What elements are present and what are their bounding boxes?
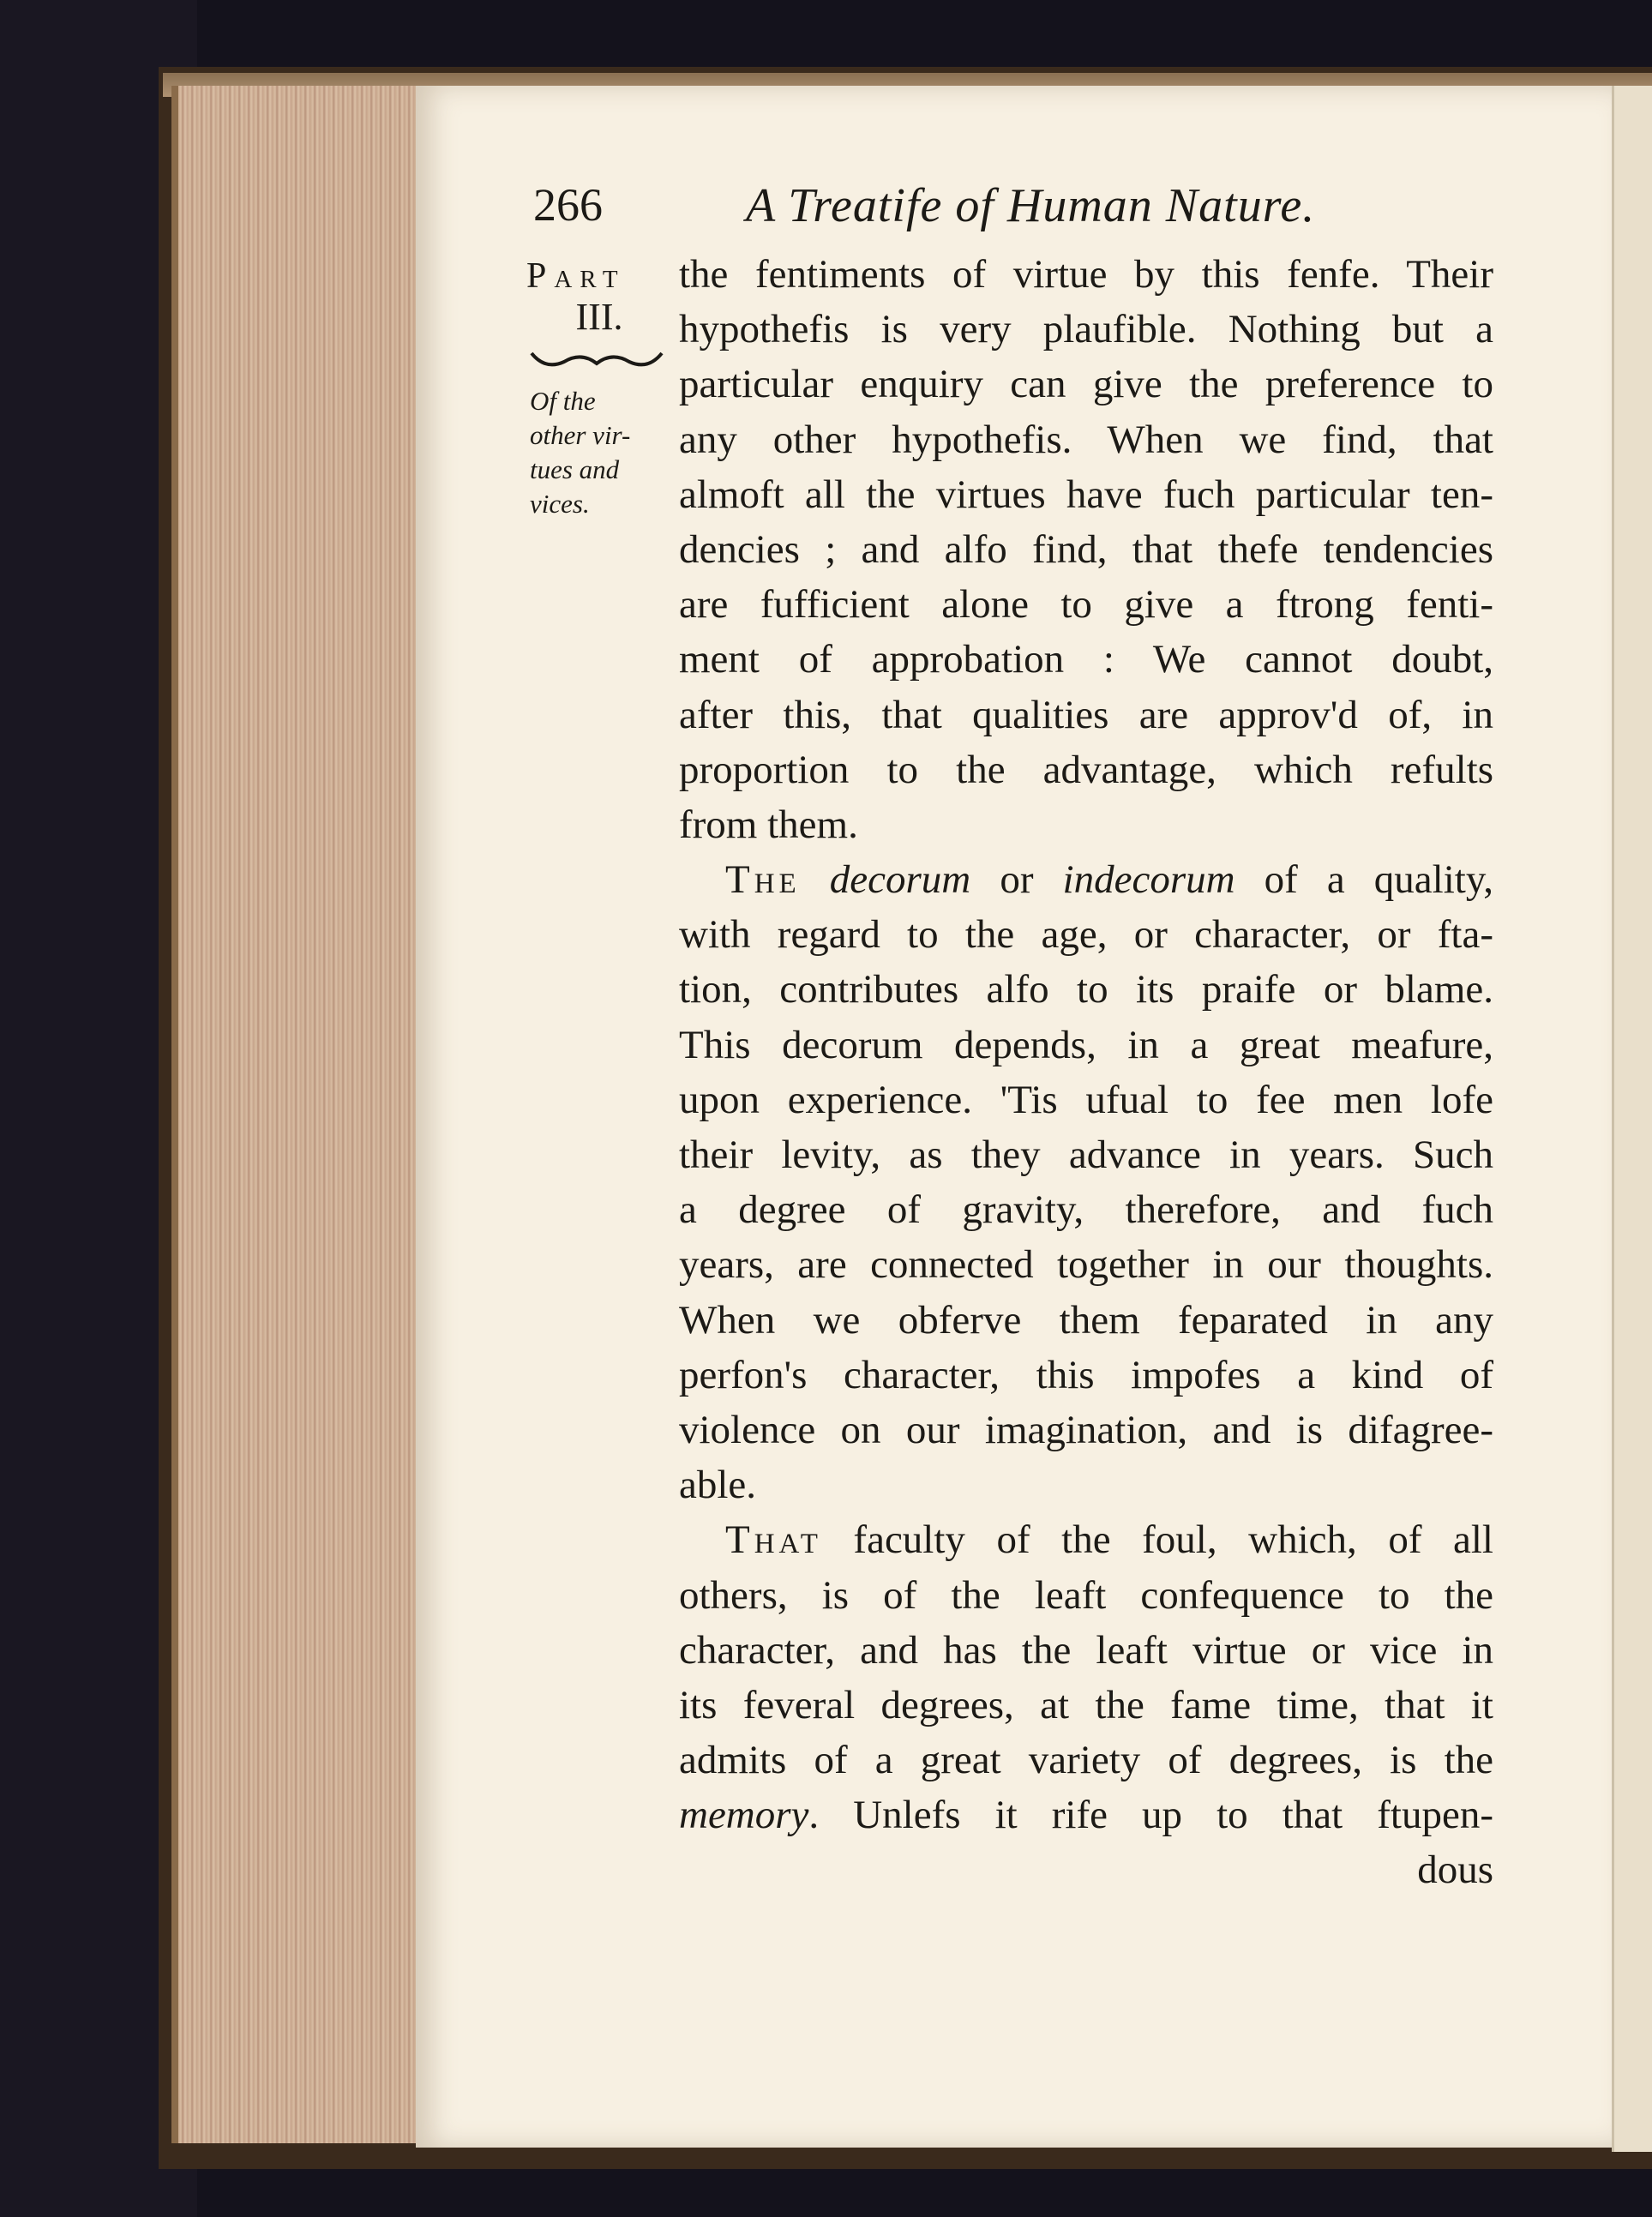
margin-note (530, 384, 658, 521)
paragraph-first-line (679, 1512, 1493, 1567)
margin-note-line: tues and (530, 454, 620, 484)
text-fragment: . Unlefs it rife up to that ftupen- (808, 1793, 1493, 1838)
facing-page-edge (1612, 86, 1652, 2152)
text-line: perfon's character, this impofes a kind of (679, 1352, 1493, 1397)
margin-part-heading (526, 255, 664, 339)
text-fragment: faculty of the foul, which, of all (821, 1517, 1493, 1563)
text-line: tion, contributes alfo to its praife or blame. (679, 967, 1493, 1012)
italic-word: memory (679, 1793, 809, 1838)
text-line: ment of approbation : We cannot doubt, (679, 637, 1493, 682)
body-text (679, 247, 1493, 1898)
page-edges (171, 86, 427, 2143)
margin-note-line: Of the (530, 386, 596, 416)
text-line: are fufficient alone to give a ftrong fenti- (679, 582, 1493, 628)
brace-ornament (528, 346, 665, 377)
text-line: upon experience. 'Tis ufual to fee men lofe (679, 1077, 1493, 1122)
text-line: others, is of the leaft confequence to the (679, 1572, 1493, 1618)
text-line: its feveral degrees, at the fame time, that it (679, 1682, 1493, 1727)
text-line: dencies ; and alfo find, that thefe tendencies (679, 526, 1493, 572)
margin-note-line: other vir- (530, 420, 631, 450)
text-line: violence on our imagination, and is difagree- (679, 1407, 1493, 1452)
text-fragment: of a quality, (1234, 857, 1494, 903)
text-line: proportion to the advantage, which refults (679, 747, 1493, 792)
catchword: dous (1417, 1848, 1493, 1893)
text-fragment (801, 857, 830, 902)
italic-word: decorum (829, 857, 971, 903)
text-line: character, and has the leaft virtue or vice in (679, 1627, 1493, 1673)
text-line: hypothefis is very plaufible. Nothing but a (679, 307, 1493, 352)
text-line: particular enquiry can give the preference to (679, 362, 1493, 407)
text-line: able. (679, 1463, 757, 1508)
text-line: a degree of gravity, therefore, and fuch (679, 1187, 1493, 1233)
part-label: Part (526, 256, 626, 296)
text-fragment: or (970, 857, 1063, 903)
margin-note-line: vices. (530, 489, 590, 519)
text-line: any other hypothefis. When we find, that (679, 417, 1493, 462)
text-line: When we obferve them feparated in any (679, 1297, 1493, 1343)
text-line: This decorum depends, in a great meafure, (679, 1022, 1493, 1067)
running-head (533, 178, 1416, 238)
text-line: almoft all the virtues have fuch particular ten- (679, 472, 1493, 517)
text-line: their levity, as they advance in years. Such (679, 1133, 1493, 1177)
text-line: admits of a great variety of degrees, is the (679, 1738, 1493, 1783)
text-line: the fentiments of virtue by this fenfe. Their (679, 252, 1493, 297)
text-line-italic-start (679, 1787, 1493, 1842)
text-line: after this, that qualities are approv'd of, in (679, 692, 1493, 737)
lead-word: The (725, 857, 801, 903)
italic-word: indecorum (1062, 857, 1235, 903)
lead-word: That (725, 1517, 822, 1563)
part-number: III. (575, 296, 623, 338)
text-line: from them. (679, 802, 858, 847)
paragraph-first-line (679, 852, 1493, 907)
text-line: with regard to the age, or character, or fta- (679, 912, 1493, 958)
page-number: 266 (533, 179, 603, 231)
text-line: years, are connected together in our thoughts. (679, 1242, 1493, 1288)
running-title: A Treatife of Human Nature. (746, 179, 1316, 232)
